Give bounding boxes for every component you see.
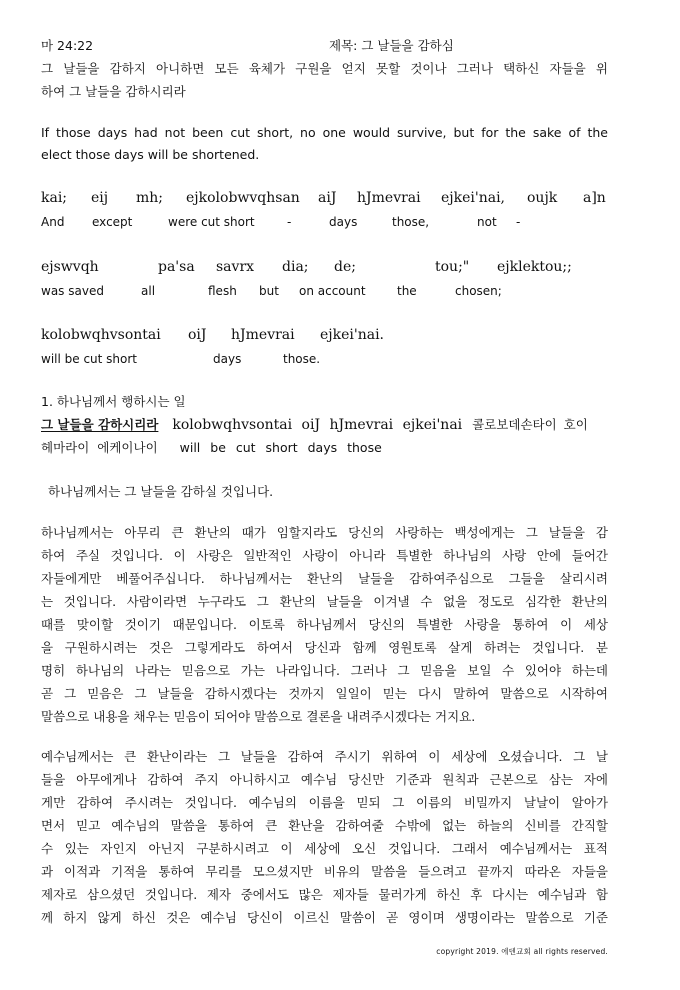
paragraph-line: 자들에게만 베풀어주십니다. 하나님께서는 환난의 날들을 감하여주심으로 그들을 살리시려 (41, 571, 608, 586)
gloss-word: - (287, 215, 292, 229)
gloss-word: days (213, 352, 242, 366)
greek-word: de; (334, 259, 356, 275)
paragraph-line: 하여 주실 것입니다. 이 사랑은 일반적인 사랑이 아니라 특별한 하나님의 사랑 안에 들어간 (41, 548, 608, 563)
gloss-word: but (259, 284, 279, 298)
greek-word: aiJ (318, 190, 337, 206)
korean-verse-line: 그 날들을 감하지 아니하면 모든 육체가 구원을 얻지 못할 것이나 그러나 택하신 자들을 위 (41, 61, 608, 76)
paragraph-line: 말씀으로 내용을 채우는 믿음이 되어야 말씀으로 결론을 내려주시겠다는 거지요. (41, 709, 476, 724)
key-phrase-line (41, 440, 382, 456)
paragraph-line: 예수님께서는 큰 환난이라는 그 날들을 감하여 주시기 위하여 이 세상에 오셨습니다. 그 날 (41, 749, 608, 764)
key-phrase-english: will be cut short days those (179, 440, 382, 455)
gloss-word: days (329, 215, 358, 229)
paragraph-line: 들을 아무에게나 감하여 주지 아니하시고 예수님 당신만 기준과 원칙과 근본으로 삼는 자에 (41, 772, 608, 787)
gloss-word: flesh (208, 284, 237, 298)
gloss-word: those, (392, 215, 430, 229)
section-heading: 1. 하나님께서 행하시는 일 (41, 394, 186, 409)
gloss-word: not (477, 215, 497, 229)
paragraph-line: 곧 그 믿음은 그 날들을 감하시겠다는 것까지 일일이 믿는 다시 말하여 말씀으로 시작하여 (41, 686, 608, 701)
greek-word: pa'sa (158, 259, 195, 275)
greek-word: hJmevrai (357, 190, 421, 206)
greek-word: eij (91, 190, 109, 206)
greek-word: ejkolobwvqhsan (186, 190, 300, 206)
paragraph-line: 하나님께서는 아무리 큰 환난의 때가 임할지라도 당신의 사랑하는 백성에게는 그 날들을 감 (41, 525, 608, 540)
greek-word: ejkei'nai, (441, 190, 506, 206)
copyright-footer: copyright 2019. 에덴교회 all rights reserved. (436, 947, 608, 956)
greek-word: ejkei'nai. (320, 327, 385, 343)
paragraph-line: 때를 맞이할 것이기 때문입니다. 이토록 하나님께서 당신의 특별한 사랑을 통하여 이 세상 (41, 617, 608, 632)
gloss-word: was saved (41, 284, 104, 298)
greek-word: hJmevrai (231, 327, 295, 343)
paragraph-line: 께 하지 않게 하신 것은 예수님 당신이 이르신 말씀이 곧 영이며 생명이라는 말씀으로 기준 (41, 910, 608, 925)
gloss-word: except (92, 215, 133, 229)
greek-word: ejswvqh (41, 259, 99, 275)
key-phrase-transliteration: 헤마라이 에케이나이 (41, 440, 158, 455)
gloss-word: all (141, 284, 156, 298)
paragraph-line: 과 이적과 기적을 통하여 무리를 모으셨지만 비유의 말씀을 들으려고 끝까지 따라온 자들을 (41, 864, 608, 879)
greek-word: oiJ (188, 327, 207, 343)
english-verse-line: elect those days will be shortened. (41, 147, 260, 162)
gloss-word: were cut short (168, 215, 255, 229)
gloss-word: - (516, 215, 521, 229)
gloss-word: will be cut short (41, 352, 138, 366)
gloss-word: And (41, 215, 65, 229)
section-summary: 하나님께서는 그 날들을 감하실 것입니다. (48, 484, 274, 499)
gloss-word: on account (299, 284, 366, 298)
paragraph-line: 을 구원하시려는 것은 그렇게라도 하여서 당신과 함께 영원토록 살게 하려는 것입니다. 분 (41, 640, 608, 655)
greek-word: savrx (216, 259, 255, 275)
paragraph-line: 제자로 삼으셨던 것입니다. 제자 중에서도 많은 제자들 물러가게 하신 후 다시는 예수님과 함 (41, 887, 608, 902)
key-phrase-greek: kolobwqhvsontai oiJ hJmevrai ejkei'nai (172, 417, 463, 433)
sermon-title: 제목: 그 날들을 감하심 (329, 38, 454, 53)
greek-word: kolobwqhvsontai (41, 327, 161, 343)
greek-word: kai; (41, 190, 68, 206)
gloss-word: the (397, 284, 417, 298)
english-verse-line: If those days had not been cut short, no one would survive, but for the sake of the (41, 125, 608, 140)
paragraph-line: 명히 하나님의 나라는 믿음으로 가는 나라입니다. 그러나 그 믿음을 보일 수 있어야 하는데 (41, 663, 608, 678)
paragraph-line: 면서 믿고 예수님의 말씀을 통하여 큰 환난을 감하여줄 수밖에 없는 하늘의 신비를 간직할 (41, 818, 608, 833)
key-phrase-line (41, 417, 608, 433)
paragraph-line: 수 있는 자인지 아닌지 구분하시려고 이 세상에 오신 것입니다. 그래서 예수님께서는 표적 (41, 841, 608, 856)
gloss-word: those. (283, 352, 321, 366)
key-phrase: 그 날들을 감하시리라 (41, 417, 159, 432)
greek-word: dia; (282, 259, 309, 275)
key-phrase-transliteration: 콜로보데손타이 호이 (472, 417, 588, 432)
greek-word: oujk (527, 190, 558, 206)
paragraph-line: 게만 감하여 주시려는 것입니다. 예수님의 이름을 믿되 그 이름의 비밀까지 날날이 알아가 (41, 795, 608, 810)
greek-word: tou;" (435, 259, 470, 275)
greek-word: ejklektou;; (497, 259, 572, 275)
verse-reference: 마 24:22 (41, 38, 94, 53)
greek-word: mh; (136, 190, 164, 206)
greek-word: a]n (583, 190, 606, 206)
korean-verse-line: 하여 그 날들을 감하시리라 (41, 84, 186, 99)
gloss-word: chosen; (455, 284, 502, 298)
paragraph-line: 는 것입니다. 사람이라면 누구라도 그 환난의 날들을 이겨낼 수 없을 정도로 심각한 환난의 (41, 594, 608, 609)
